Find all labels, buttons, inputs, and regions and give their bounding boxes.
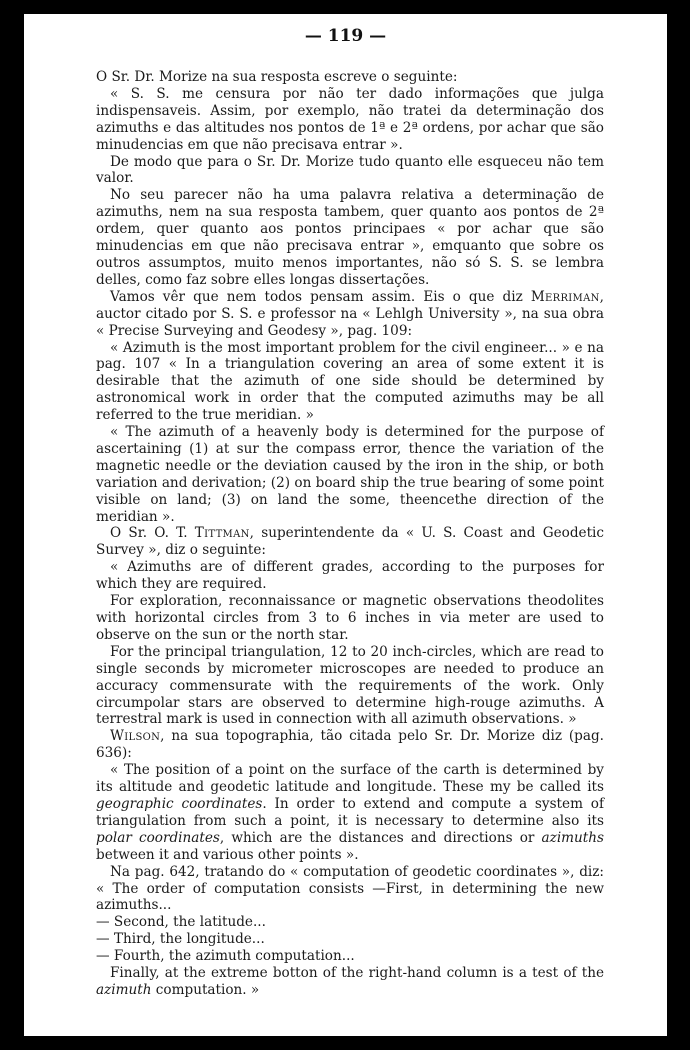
author-wilson: Wilson xyxy=(110,728,161,745)
list-item: — Second, the latitude... xyxy=(96,914,266,931)
author-merriman: Merriman xyxy=(530,288,600,305)
page-number: — 119 — xyxy=(304,26,387,46)
page xyxy=(24,14,667,1036)
list-item: — Third, the longitude... xyxy=(96,931,265,948)
paragraph-12: Wilson, na sua topographia, tão citada pelo Sr. Dr. Morize diz (pag. 636): xyxy=(96,728,604,762)
author-tittman: Tittman xyxy=(194,525,250,542)
paragraph-6: « Azimuth is the most important problem for the civil engineer... » e na pag. 107 « In a triangulation covering an area of some extent it is desirable that the azimuth of one side should be determined by astronomical work in order that the computed azimuths may be all referred to the true meridian. » xyxy=(96,339,604,424)
paragraph-8: O Sr. O. T. Tittman, superintendente da « U. S. Coast and Geodetic Survey », diz o seguinte: xyxy=(96,525,604,559)
page-body xyxy=(96,69,604,999)
paragraph-1: O Sr. Dr. Morize na sua resposta escreve o seguinte: xyxy=(96,69,458,85)
paragraph-5: Vamos vêr que nem todos pensam assim. Eis o que diz Merriman, auctor citado por S. S. e professor na « Lehlgh University », na sua obra « Precise Surveying and Geodesy », pag. 109: xyxy=(96,288,604,339)
paragraph-2: « S. S. me censura por não ter dado informações que julga indispensaveis. Assim, por exemplo, não tratei da determinação dos azimuths e das altitudes nos pontos de 1ª e 2ª ordens, por achar que são minudencias em que não precisava entrar ». xyxy=(96,85,604,153)
list-item: — Fourth, the azimuth computation... xyxy=(96,948,355,965)
paragraph-14: Na pag. 642, tratando do « computation of geodetic coordinates », diz: « The order of computation consists —First, in determining the new azimuths... xyxy=(96,863,604,914)
paragraph-7: « The azimuth of a heavenly body is determined for the purpose of ascertaining (1) at sur the compass error, thence the variation of the magnetic needle or the deviation caused by the iron in the ship, or both variation and derivation; (2) on board ship the true bearing of some point visible on land; (3) on land the some, theencethe direction of the meridian ». xyxy=(96,424,604,525)
paragraph-3: De modo que para o Sr. Dr. Morize tudo quanto elle esqueceu não tem valor. xyxy=(96,153,604,187)
final-paragraph: Finally, at the extreme botton of the right-hand column is a test of the azimuth computation. » xyxy=(96,965,604,998)
paragraph-9: « Azimuths are of different grades, according to the purposes for which they are required. xyxy=(96,559,604,593)
computation-list xyxy=(96,914,604,965)
paragraph-4: No seu parecer não ha uma palavra relativa a determinação de azimuths, nem na sua resposta tambem, quer quanto aos pontos de 2ª ordem, quer quanto aos pontos principaes « por achar que são minudencias em que não precisava entrar », emquanto que sobre os outros assumptos, muito menos importantes, não só S. S. se lembra delles, como faz sobre elles longas dissertações. xyxy=(96,187,604,288)
term-polar-coordinates: polar coordinates xyxy=(96,829,220,846)
paragraph-11: For the principal triangulation, 12 to 20 inch-circles, which are read to single seconds by micrometer microscopes are needed to produce an accuracy commensurate with the requirements of the work. Only circumpolar stars are observed to determine high-rouge azimuths. A terrestral mark is used in connection with all azimuth observations. » xyxy=(96,643,604,728)
term-azimuths: azimuths xyxy=(541,829,604,846)
term-azimuth: azimuth xyxy=(96,981,152,998)
paragraph-10: For exploration, reconnaissance or magnetic observations theodolites with horizontal circles from 3 to 6 inches in via meter are used to observe on the sun or the north star. xyxy=(96,593,604,643)
paragraph-13: « The position of a point on the surface of the carth is determined by its altitude and geodetic latitude and longitude. These my be called its geographic coordinates. In order to extend and compute a system of triangulation from such a point, it is necessary to determine also its polar coordinates, which are the distances and directions or azimuths between it and various other points ». xyxy=(96,762,604,863)
term-geographic-coordinates: geographic coordinates xyxy=(96,795,263,812)
